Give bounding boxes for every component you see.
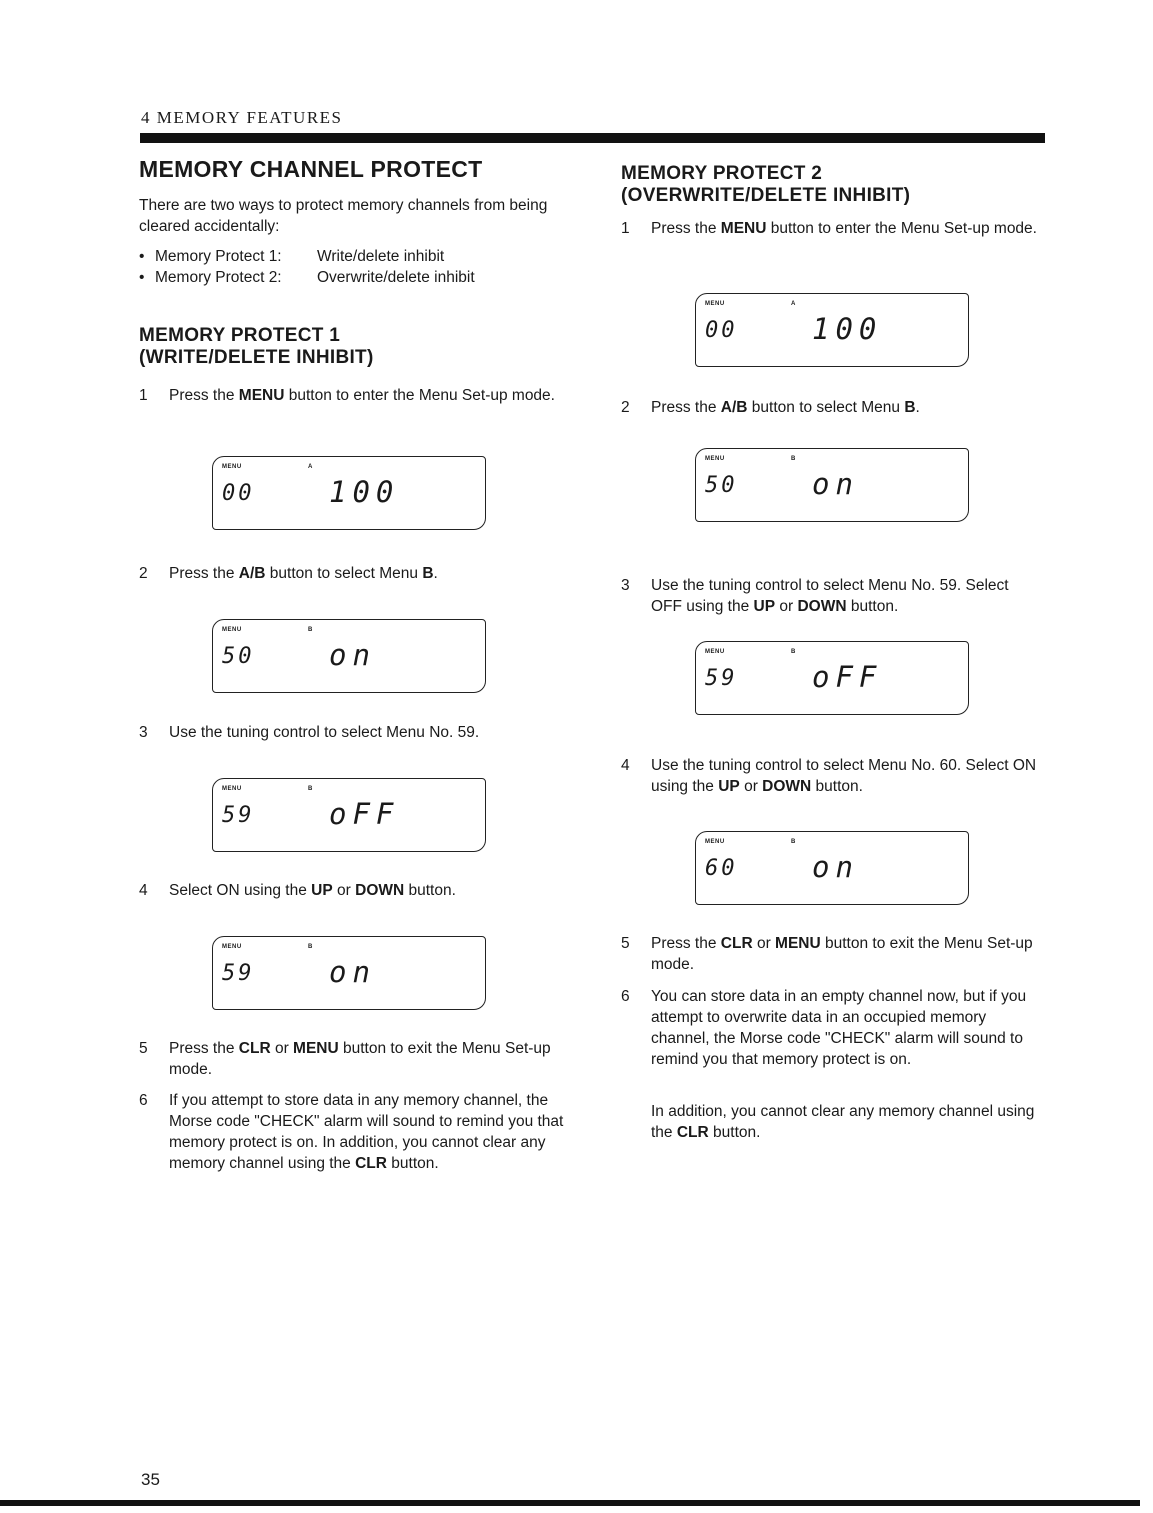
section-heading-protect-2: MEMORY PROTECT 2 (OVERWRITE/DELETE INHIBIT)	[621, 163, 911, 206]
top-rule	[140, 133, 1045, 143]
chapter-heading: 4 MEMORY FEATURES	[141, 108, 343, 127]
step-2: 2 Press the A/B button to select Menu B.	[621, 399, 920, 416]
lcd-display: MENU B 60 on	[695, 831, 969, 905]
page-number: 35	[141, 1470, 160, 1489]
list-item: • Memory Protect 2: Overwrite/delete inhibit	[139, 269, 475, 286]
bottom-rule	[0, 1500, 1140, 1506]
note-text: In addition, you cannot clear any memory channel using the CLR button.	[651, 1103, 1035, 1141]
lcd-display: MENU B 50 on	[695, 448, 969, 522]
lcd-display: MENU A 00 100	[212, 456, 486, 530]
step-6: 6 You can store data in an empty channel now, but if you attempt to overwrite data in an occupied memory channel, the Morse code "CHECK" alarm will sound to remind you that memory protect is on.	[621, 988, 1027, 1068]
lcd-display: MENU B 59 oFF	[212, 778, 486, 852]
step-1: 1 Press the MENU button to enter the Menu Set-up mode.	[139, 387, 555, 404]
lcd-display: MENU B 50 on	[212, 619, 486, 693]
lcd-display: MENU B 59 oFF	[695, 641, 969, 715]
page-title: MEMORY CHANNEL PROTECT	[139, 156, 483, 182]
step-3: 3 Use the tuning control to select Menu No. 59. Select OFF using the UP or DOWN button.	[621, 577, 1009, 615]
step-4: 4 Select ON using the UP or DOWN button.	[139, 882, 456, 899]
step-5: 5 Press the CLR or MENU button to exit the Menu Set-up mode.	[621, 935, 1033, 973]
step-4: 4 Use the tuning control to select Menu No. 60. Select ON using the UP or DOWN button.	[621, 757, 1037, 795]
step-3: 3 Use the tuning control to select Menu No. 59.	[139, 724, 480, 741]
intro-text: There are two ways to protect memory channels from being cleared accidentally:	[139, 197, 548, 235]
step-2: 2 Press the A/B button to select Menu B.	[139, 565, 438, 582]
section-heading-protect-1: MEMORY PROTECT 1 (WRITE/DELETE INHIBIT)	[139, 325, 374, 368]
lcd-display: MENU A 00 100	[695, 293, 969, 367]
step-1: 1 Press the MENU button to enter the Menu Set-up mode.	[621, 220, 1037, 237]
step-6: 6 If you attempt to store data in any memory channel, the Morse code "CHECK" alarm will sound to remind you that memory protect is on. In addition, you cannot clear any memory channel using the CLR button.	[139, 1092, 564, 1172]
step-5: 5 Press the CLR or MENU button to exit the Menu Set-up mode.	[139, 1040, 551, 1078]
list-item: • Memory Protect 1: Write/delete inhibit	[139, 248, 445, 265]
bullet-list	[139, 246, 475, 288]
lcd-display: MENU B 59 on	[212, 936, 486, 1010]
